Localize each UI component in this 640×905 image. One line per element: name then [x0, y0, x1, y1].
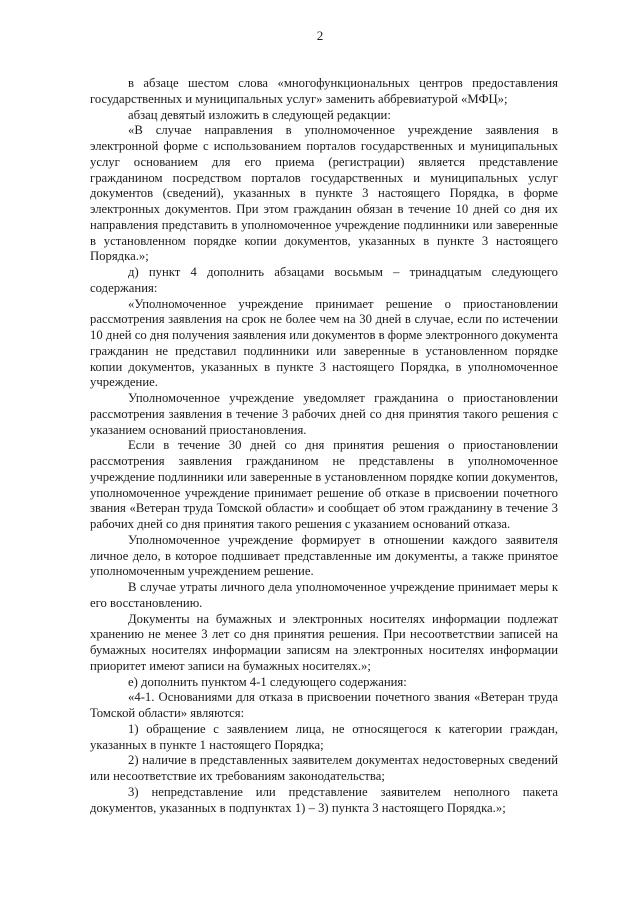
paragraph: В случае утраты личного дела уполномоченное учреждение принимает меры к его восстановлению.: [90, 580, 558, 610]
paragraph: д) пункт 4 дополнить абзацами восьмым – тринадцатым следующего содержания:: [90, 265, 558, 295]
paragraph: 2) наличие в представленных заявителем документах недостоверных сведений или несоответствие их требованиям законодательства;: [90, 753, 558, 783]
document-body: [90, 76, 558, 816]
paragraph: Если в течение 30 дней со дня принятия решения о приостановлении рассмотрения заявления гражданином не представлены в уполномоченное учреждение подлинники или заверенные в установленном порядке копии документов, уполномоченное учреждение принимает решение об отказе в присвоении почетного звания «Ветеран труда Томской области» и сообщает об этом гражданину в течение 3 рабочих дней со дня принятия такого решения с указанием оснований отказа.: [90, 438, 558, 531]
paragraph: 1) обращение с заявлением лица, не относящегося к категории граждан, указанных в пункте 1 настоящего Порядка;: [90, 721, 558, 752]
paragraph: абзац девятый изложить в следующей редакции:: [128, 107, 391, 122]
paragraph: «Уполномоченное учреждение принимает решение о приостановлении рассмотрения заявления на срок не более чем на 30 дней в случае, если по истечении 10 дней со дня получения заявления или документов в форме электронного документа гражданин не представил подлинники или заверенные в установленном порядке копии документов, указанных в пункте 3 настоящего Порядка, в уполномоченное учреждение.: [90, 296, 558, 390]
page-number: 2: [316, 28, 324, 43]
paragraph: 3) непредставление или представление заявителем неполного пакета документов, указанных в подпунктах 1) – 3) пункта 3 настоящего Порядка.»;: [90, 784, 558, 815]
paragraph: е) дополнить пунктом 4-1 следующего содержания:: [128, 674, 407, 689]
paragraph: в абзаце шестом слова «многофункциональных центров предоставления государственных и муниципальных услуг» заменить аббревиатурой «МФЦ»;: [90, 76, 558, 106]
paragraph: Уполномоченное учреждение формирует в отношении каждого заявителя личное дело, в которое подшивает представленные им документы, а также принятое уполномоченным учреждением решение.: [90, 532, 558, 579]
paragraph: Документы на бумажных и электронных носителях информации подлежат хранению не менее 3 лет со дня принятия решения. При несоответствии записей на бумажных носителях информации записям на электронных носителях информации приоритет имеют записи на бумажных носителях.»;: [90, 611, 558, 673]
paragraph: «В случае направления в уполномоченное учреждение заявления в электронной форме с использованием порталов государственных и муниципальных услуг основанием для его приема (регистрации) является представление гражданином посредством порталов государственных и муниципальных услуг документов (сведений), указанных в пункте 3 настоящего Порядка, в форме электронных документов. При этом гражданин обязан в течение 10 дней со дня их направления представить в уполномоченное учреждение подлинники или заверенные в установленном порядке копии документов, указанных в пункте 3 настоящего Порядка.»;: [90, 123, 558, 264]
paragraph: Уполномоченное учреждение уведомляет гражданина о приостановлении рассмотрения заявления в течение 3 рабочих дней со дня принятия такого решения с указанием оснований приостановления.: [90, 391, 558, 437]
paragraph: «4-1. Основаниями для отказа в присвоении почетного звания «Ветеран труда Томской области» являются:: [90, 690, 558, 720]
